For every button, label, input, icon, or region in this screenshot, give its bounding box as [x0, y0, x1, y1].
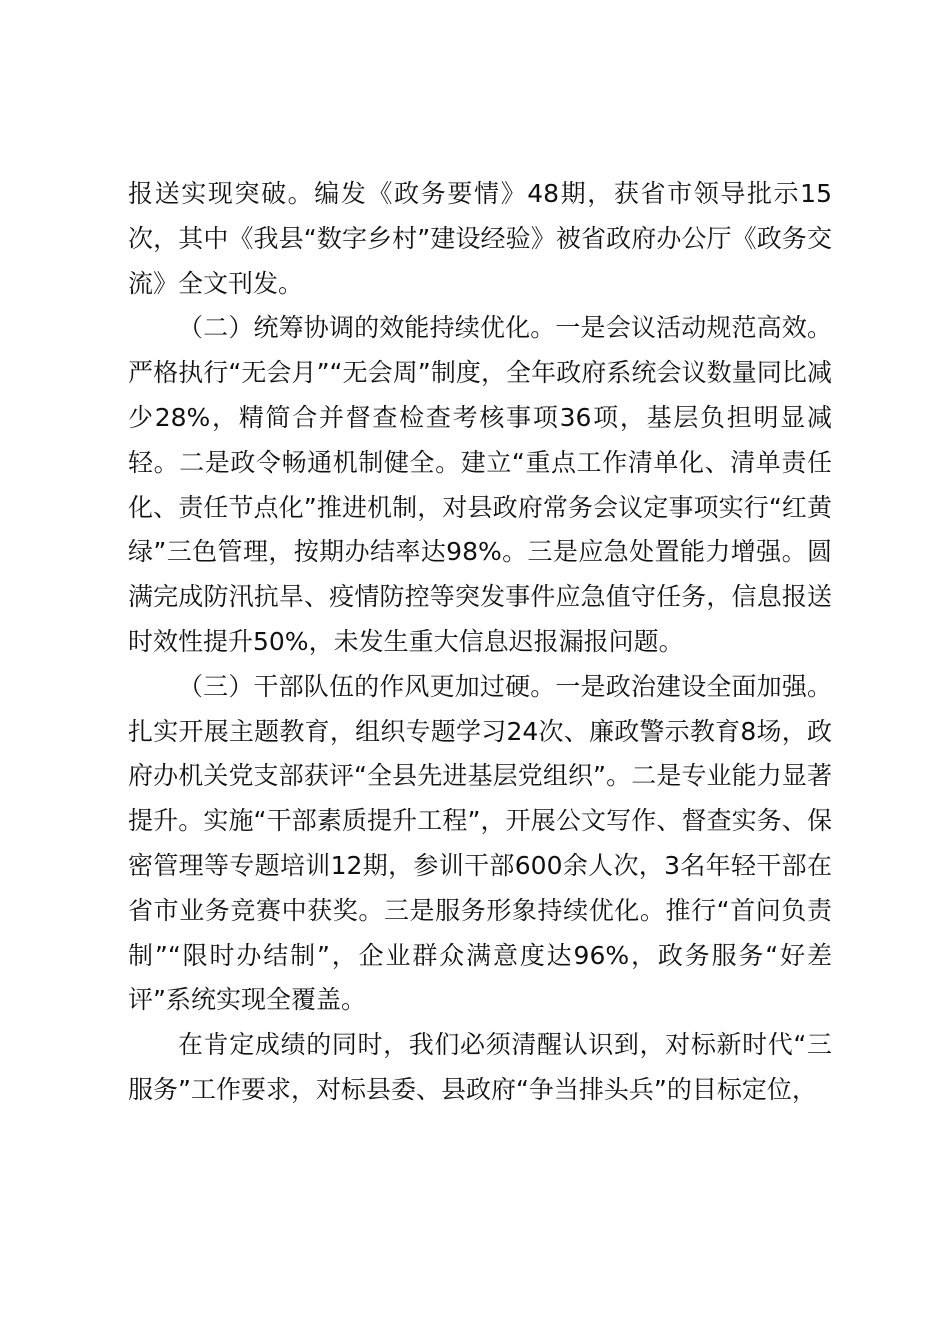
paragraph-shortcomings: 在肯定成绩的同时，我们必须清醒认识到，对标新时代“三服务”工作要求，对标县委、县政府“争当排头兵”的目标定位， — [128, 1030, 832, 1104]
paragraph-cadre-team: （三）干部队伍的作风更加过硬。一是政治建设全面加强。扎实开展主题教育，组织专题学习24次、廉政警示教育8场，政府办机关党支部获评“全县先进基层党组织”。二是专业能力显著提升。实施“干部素质提升工程”，开展公文写作、督查实务、保密管理等专题培训12期，参训干部600余人次，3名年轻干部在省市业务竞赛中获奖。三是服务形象持续优化。推行“首问负责制”“限时办结制”，企业群众满意度达96%，政务服务“好差评”系统实现全覆盖。 — [128, 671, 832, 1015]
paragraph-coordination: （二）统筹协调的效能持续优化。一是会议活动规范高效。严格执行“无会月”“无会周”制度，全年政府系统会议数量同比减少28%，精简合并督查检查考核事项36项，基层负担明显减轻。二是政令畅通机制健全。建立“重点工作清单化、清单责任化、责任节点化”推进机制，对县政府常务会议定事项实行“红黄绿”三色管理，按期办结率达98%。三是应急处置能力增强。圆满完成防汛抗旱、疫情防控等突发事件应急值守任务，信息报送时效性提升50%，未发生重大信息迟报漏报问题。 — [128, 313, 832, 656]
document-body — [128, 172, 832, 1113]
paragraph-continuation: 报送实现突破。编发《政务要情》48期，获省市领导批示15次，其中《我县“数字乡村”建设经验》被省政府办公厅《政务交流》全文刊发。 — [128, 179, 832, 298]
